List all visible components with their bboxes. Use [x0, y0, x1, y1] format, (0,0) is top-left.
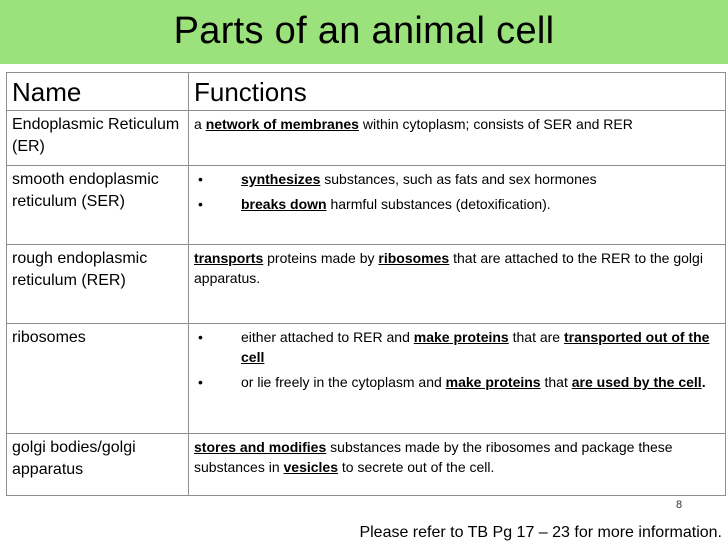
emphasis-term: transports — [194, 250, 264, 266]
slide-title: Parts of an animal cell — [173, 10, 555, 52]
row-name: rough endoplasmic reticulum (RER) — [7, 245, 189, 324]
emphasis-term: stores and modifies — [194, 439, 327, 455]
text-segment: or lie freely in the cytoplasm and — [241, 374, 446, 390]
bullet-icon: • — [198, 171, 203, 187]
row-functions — [189, 434, 726, 496]
emphasis-term: network of membranes — [205, 116, 359, 132]
row-name: smooth endoplasmic reticulum (SER) — [7, 166, 189, 245]
bullet-item — [194, 194, 720, 214]
text-segment: either attached to RER and — [241, 329, 414, 345]
bullet-icon: • — [198, 374, 203, 390]
emphasis-term: breaks down — [241, 196, 327, 212]
row-name: golgi bodies/golgi apparatus — [7, 434, 189, 496]
text-segment: substances, such as fats and sex hormones — [320, 171, 597, 187]
emphasis-term: ribosomes — [378, 250, 450, 266]
header-functions: Functions — [189, 73, 726, 111]
emphasis-term: make proteins — [413, 329, 509, 345]
text-segment: that are — [508, 329, 564, 345]
text-segment: a — [194, 116, 206, 132]
table-row — [7, 166, 726, 245]
text-segment: substances made by the ribosomes and package these substances in — [194, 439, 673, 475]
table-row — [7, 245, 726, 324]
cell-parts-table — [6, 72, 726, 496]
table-row — [7, 111, 726, 166]
text-segment: harmful substances (detoxification). — [326, 196, 551, 212]
footer-note: Please refer to TB Pg 17 – 23 for more information. — [359, 524, 722, 541]
text-segment: that are attached to the RER to the golgi apparatus. — [194, 250, 703, 286]
bullet-icon: • — [198, 329, 203, 345]
row-functions — [189, 166, 726, 245]
bullet-list — [194, 169, 720, 214]
text-segment: . — [701, 374, 706, 390]
bullet-list — [194, 327, 720, 392]
bullet-item — [194, 327, 720, 367]
row-functions — [189, 111, 726, 166]
row-name: ribosomes — [7, 324, 189, 434]
text-segment: proteins made by — [263, 250, 379, 266]
bullet-item — [194, 372, 720, 392]
text-segment: to secrete out of the cell. — [338, 459, 495, 475]
header-name: Name — [7, 73, 189, 111]
text-segment: that — [540, 374, 572, 390]
table-header-row — [7, 73, 726, 111]
emphasis-term: are used by the cell — [571, 374, 702, 390]
page-number: 8 — [676, 499, 683, 511]
text-segment: within cytoplasm; consists of SER and RER — [358, 116, 633, 132]
emphasis-term: synthesizes — [241, 171, 321, 187]
emphasis-term: transported out of the cell — [241, 329, 710, 365]
bullet-item — [194, 169, 720, 189]
bullet-icon: • — [198, 196, 203, 212]
table-row — [7, 324, 726, 434]
emphasis-term: make proteins — [445, 374, 541, 390]
emphasis-term: vesicles — [283, 459, 338, 475]
table-row — [7, 434, 726, 496]
row-functions — [189, 245, 726, 324]
row-name: Endoplasmic Reticulum (ER) — [7, 111, 189, 166]
row-functions — [189, 324, 726, 434]
